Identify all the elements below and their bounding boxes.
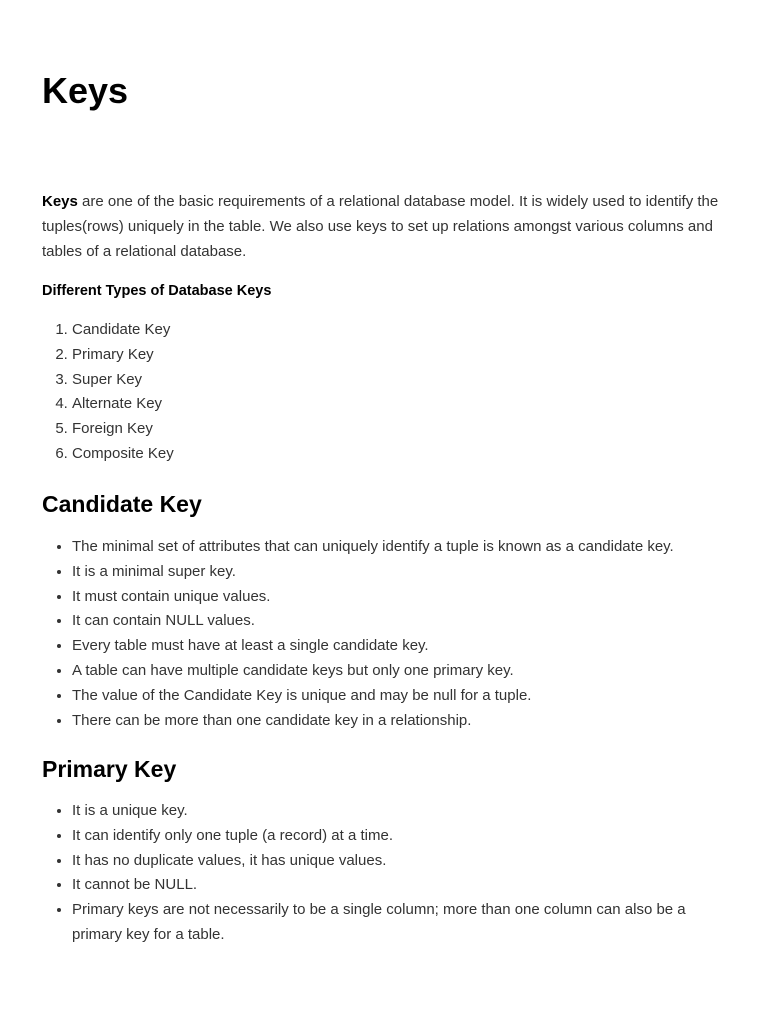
list-item: • Primary keys are not necessarily to be a single column; more than one column can also be a primary key for a table.: [72, 898, 732, 948]
candidate-key-list: [42, 535, 732, 733]
list-item: • Every table must have at least a single candidate key.: [72, 634, 732, 659]
list-item: • It can identify only one tuple (a record) at a time.: [72, 824, 732, 849]
list-item: • It can contain NULL values.: [72, 609, 732, 634]
intro-text: are one of the basic requirements of a relational database model. It is widely used to identify the tuples(rows) uniquely in the table. We also use keys to set up relations amongst various columns and tables of a relational database.: [42, 193, 719, 260]
types-heading: Different Types of Database Keys: [42, 283, 272, 299]
list-item: 1. Candidate Key: [72, 318, 174, 343]
list-item: 4. Alternate Key: [72, 392, 174, 417]
list-item: • A table can have multiple candidate keys but only one primary key.: [72, 659, 732, 684]
list-item: • The minimal set of attributes that can uniquely identify a tuple is known as a candidate key.: [72, 535, 732, 560]
candidate-key-heading: Candidate Key: [42, 491, 202, 517]
page-title: Keys: [42, 70, 129, 111]
list-item: 3. Super Key: [72, 368, 174, 393]
primary-key-list: [42, 799, 732, 948]
list-item: • It has no duplicate values, it has unique values.: [72, 849, 732, 874]
list-item: 2. Primary Key: [72, 343, 174, 368]
key-types-list: [42, 318, 174, 467]
primary-key-heading: Primary Key: [42, 756, 177, 782]
list-item: • The value of the Candidate Key is unique and may be null for a tuple.: [72, 684, 732, 709]
list-item: • It must contain unique values.: [72, 585, 732, 610]
list-item: • It is a minimal super key.: [72, 560, 732, 585]
list-item: 6. Composite Key: [72, 442, 174, 467]
list-item: 5. Foreign Key: [72, 417, 174, 442]
list-item: • There can be more than one candidate key in a relationship.: [72, 709, 732, 734]
list-item: • It is a unique key.: [72, 799, 732, 824]
intro-bold-term: Keys: [42, 193, 78, 210]
intro-paragraph: [42, 189, 732, 264]
list-item: • It cannot be NULL.: [72, 873, 732, 898]
